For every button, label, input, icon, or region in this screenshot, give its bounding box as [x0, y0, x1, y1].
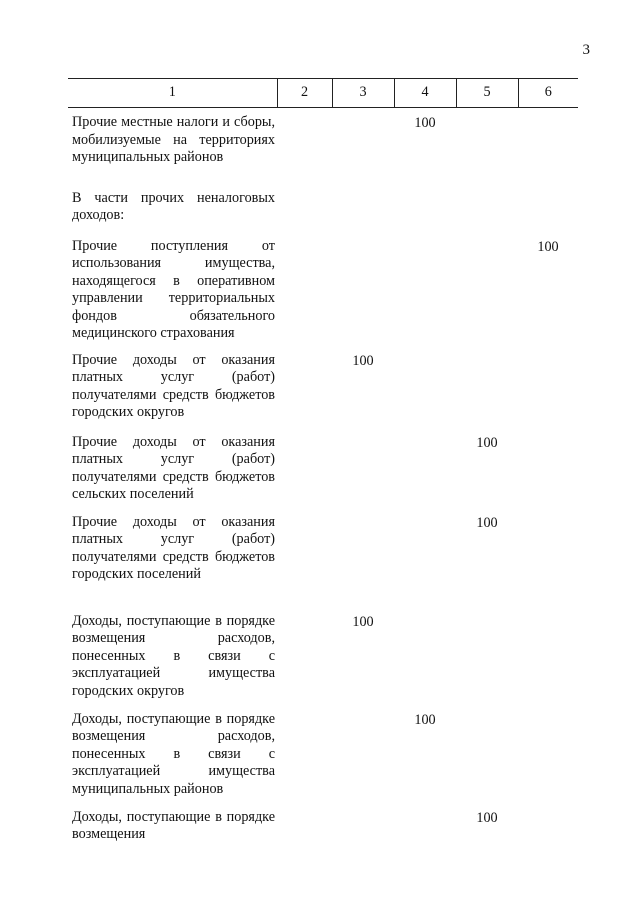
- cell-col4: [394, 607, 456, 705]
- row-label: Прочие доходы от оказания платных услуг (работ) получателями средств бюджетов городских поселений: [72, 513, 275, 583]
- cell-col4: [394, 232, 456, 346]
- cell-col6: [518, 184, 578, 232]
- table-body: [68, 108, 578, 851]
- cell-col6: [518, 607, 578, 705]
- header-row: [68, 79, 578, 108]
- cell-col6: [518, 705, 578, 803]
- cell-col6: [518, 428, 578, 508]
- table-row: [68, 428, 578, 508]
- cell-col4: [394, 508, 456, 607]
- cell-col5: [456, 108, 518, 184]
- cell-col2: [277, 428, 332, 508]
- page-number: 3: [582, 42, 590, 58]
- row-label: Прочие доходы от оказания платных услуг (работ) получателями средств бюджетов сельских поселений: [72, 433, 275, 503]
- cell-col3: [332, 184, 394, 232]
- row-label: Доходы, поступающие в порядке возмещения расходов, понесенных в связи с эксплуатацией имущества городских округов: [72, 612, 275, 699]
- cell-col3: 100: [352, 613, 374, 630]
- row-label: Прочие доходы от оказания платных услуг (работ) получателями средств бюджетов городских округов: [72, 351, 275, 421]
- cell-col2: [277, 108, 332, 184]
- cell-col2: [277, 803, 332, 851]
- column-header-2: 2: [277, 79, 332, 108]
- cell-col3: 100: [352, 352, 374, 369]
- cell-col3: [332, 428, 394, 508]
- cell-col2: [277, 607, 332, 705]
- column-header-1: 1: [68, 79, 277, 108]
- cell-col4: [394, 346, 456, 428]
- table-header: [68, 79, 578, 108]
- cell-col2: [277, 184, 332, 232]
- cell-col5: [456, 184, 518, 232]
- cell-col2: [277, 705, 332, 803]
- cell-col2: [277, 346, 332, 428]
- table-row: [68, 232, 578, 346]
- cell-col5: [456, 607, 518, 705]
- column-header-4: 4: [394, 79, 456, 108]
- row-label: Прочие поступления от использования имущества, находящегося в оперативном управлении территориальных фондов обязательного медицинского страхования: [72, 237, 275, 342]
- cell-col5: [456, 346, 518, 428]
- cell-col3: [332, 232, 394, 346]
- cell-col5: [456, 705, 518, 803]
- cell-col3: [332, 508, 394, 607]
- cell-col5: 100: [476, 809, 498, 826]
- column-header-5: 5: [456, 79, 518, 108]
- cell-col6: [518, 803, 578, 851]
- cell-col4: [394, 184, 456, 232]
- table-row: [68, 803, 578, 851]
- cell-col4: [394, 428, 456, 508]
- row-label: Прочие местные налоги и сборы, мобилизуемые на территориях муниципальных районов: [72, 114, 275, 166]
- cell-col6: 100: [537, 238, 559, 255]
- cell-col4: 100: [414, 115, 436, 131]
- cell-col3: [332, 803, 394, 851]
- cell-col5: 100: [476, 514, 498, 531]
- row-label: Доходы, поступающие в порядке возмещения: [72, 808, 275, 843]
- cell-col4: 100: [414, 711, 436, 728]
- cell-col4: [394, 803, 456, 851]
- table-row: [68, 607, 578, 705]
- column-header-6: 6: [518, 79, 578, 108]
- row-label: Доходы, поступающие в порядке возмещения расходов, понесенных в связи с эксплуатацией имущества муниципальных районов: [72, 710, 275, 797]
- table-row: [68, 508, 578, 607]
- cell-col5: [456, 232, 518, 346]
- cell-col5: 100: [476, 434, 498, 451]
- cell-col2: [277, 508, 332, 607]
- cell-col6: [518, 508, 578, 607]
- table-row: [68, 108, 578, 184]
- cell-col3: [332, 705, 394, 803]
- cell-col6: [518, 108, 578, 184]
- cell-col3: [332, 108, 394, 184]
- table-row: [68, 705, 578, 803]
- table-row: [68, 184, 578, 232]
- table-row: [68, 346, 578, 428]
- cell-col2: [277, 232, 332, 346]
- section-label: В части прочих неналоговых доходов:: [72, 189, 275, 224]
- column-header-3: 3: [332, 79, 394, 108]
- cell-col6: [518, 346, 578, 428]
- revenue-table: [68, 78, 578, 851]
